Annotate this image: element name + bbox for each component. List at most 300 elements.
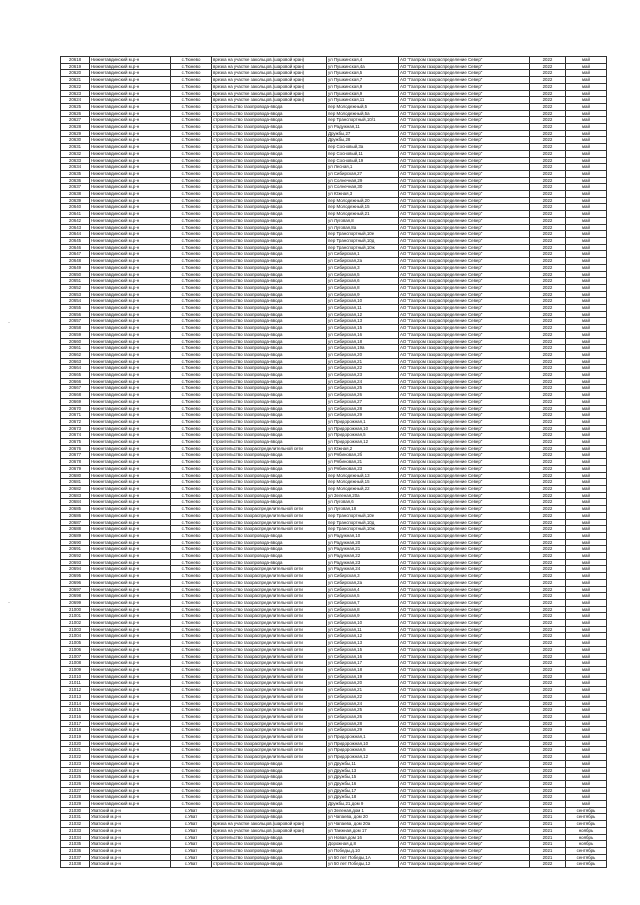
row-number-cell: 20625 — [61, 103, 90, 110]
settlement-cell: с.Тюнево — [171, 519, 212, 526]
work-type-cell: строительство газораспределительной сети — [212, 747, 327, 754]
table-row — [61, 137, 607, 144]
table-row — [61, 774, 607, 781]
row-number-cell: 21026 — [61, 780, 90, 787]
month-cell: май — [566, 660, 607, 667]
contractor-cell: АО "Газпром газораспределение Север" — [399, 358, 530, 365]
district-cell: Нижнетавдинский м.р-н — [90, 740, 171, 747]
district-cell: Нижнетавдинский м.р-н — [90, 506, 171, 513]
month-cell: май — [566, 405, 607, 412]
settlement-cell: с.Тюнево — [171, 237, 212, 244]
table-row — [61, 77, 607, 84]
contractor-cell: АО "Газпром газораспределение Север" — [399, 854, 530, 861]
table-row — [61, 499, 607, 506]
contractor-cell: АО "Газпром газораспределение Север" — [399, 734, 530, 741]
month-cell: май — [566, 392, 607, 399]
district-cell: Нижнетавдинский м.р-н — [90, 747, 171, 754]
row-number-cell: 21032 — [61, 821, 90, 828]
address-cell: ул Дружбы,16 — [327, 780, 399, 787]
table-row — [61, 305, 607, 312]
contractor-cell: АО "Газпром газораспределение Север" — [399, 170, 530, 177]
table-row — [61, 177, 607, 184]
address-cell: ул Сибирская,21 — [327, 358, 399, 365]
settlement-cell: с.Тюнево — [171, 97, 212, 104]
contractor-cell: АО "Газпром газораспределение Север" — [399, 90, 530, 97]
year-cell: 2022 — [530, 338, 566, 345]
year-cell: 2022 — [530, 499, 566, 506]
row-number-cell: 20676 — [61, 445, 90, 452]
table-row — [61, 646, 607, 653]
address-cell: ул Сибирская,10 — [327, 298, 399, 305]
settlement-cell: с.Тюнево — [171, 311, 212, 318]
settlement-cell: с.Тюнево — [171, 110, 212, 117]
row-number-cell: 21038 — [61, 861, 90, 868]
address-cell: ул Дружбы,11 — [327, 760, 399, 767]
month-cell: май — [566, 425, 607, 432]
row-number-cell: 21000 — [61, 606, 90, 613]
settlement-cell: с.Тюнево — [171, 418, 212, 425]
address-cell: ул Сибирская,18 — [327, 338, 399, 345]
work-type-cell: строительство газораспределительной сети — [212, 519, 327, 526]
work-type-cell: строительство газораспределительной сети — [212, 707, 327, 714]
settlement-cell: с.Тюнево — [171, 144, 212, 151]
table-row — [61, 640, 607, 647]
district-cell: Нижнетавдинский м.р-н — [90, 660, 171, 667]
settlement-cell: с.Тюнево — [171, 150, 212, 157]
settlement-cell: с.Тюнево — [171, 57, 212, 64]
settlement-cell: с.Тюнево — [171, 539, 212, 546]
district-cell: Нижнетавдинский м.р-н — [90, 130, 171, 137]
settlement-cell: с.Тюнево — [171, 137, 212, 144]
work-type-cell: строительство газопровода-ввода — [212, 539, 327, 546]
row-number-cell: 21010 — [61, 673, 90, 680]
table-row — [61, 720, 607, 727]
work-type-cell: строительство газопровода-ввода — [212, 760, 327, 767]
year-cell: 2022 — [530, 117, 566, 124]
contractor-cell: АО "Газпром газораспределение Север" — [399, 305, 530, 312]
settlement-cell: с.Тюнево — [171, 680, 212, 687]
address-cell: ул Таежная,дом 17 — [327, 827, 399, 834]
row-number-cell: 20664 — [61, 365, 90, 372]
settlement-cell: с.Тюнево — [171, 412, 212, 419]
table-row — [61, 63, 607, 70]
row-number-cell: 20655 — [61, 305, 90, 312]
address-cell: ул Сибирская,25 — [327, 707, 399, 714]
work-type-cell: строительство газораспределительной сети — [212, 593, 327, 600]
work-type-cell: строительство газораспределительной сети — [212, 680, 327, 687]
address-cell: ул Пушкинская,4а — [327, 63, 399, 70]
address-cell: Дорожная,д.8 — [327, 841, 399, 848]
work-type-cell: строительство газопровода-ввода — [212, 465, 327, 472]
address-cell: ул Сибирская,19 — [327, 673, 399, 680]
district-cell: Нижнетавдинский м.р-н — [90, 760, 171, 767]
month-cell: май — [566, 351, 607, 358]
row-number-cell: 20679 — [61, 465, 90, 472]
address-cell: пер Сосновый,3а — [327, 144, 399, 151]
contractor-cell: АО "Газпром газораспределение Север" — [399, 847, 530, 854]
settlement-cell: с.Тюнево — [171, 291, 212, 298]
table-row — [61, 124, 607, 131]
row-number-cell: 21025 — [61, 774, 90, 781]
work-type-cell: строительство газопровода-ввода — [212, 278, 327, 285]
contractor-cell: АО "Газпром газораспределение Север" — [399, 385, 530, 392]
row-number-cell: 20674 — [61, 432, 90, 439]
address-cell: ул Солнечная,30 — [327, 184, 399, 191]
contractor-cell: АО "Газпром газораспределение Север" — [399, 620, 530, 627]
district-cell: Нижнетавдинский м.р-н — [90, 767, 171, 774]
month-cell: май — [566, 251, 607, 258]
contractor-cell: АО "Газпром газораспределение Север" — [399, 586, 530, 593]
work-type-cell: строительство газопровода-ввода — [212, 834, 327, 841]
year-cell: 2022 — [530, 157, 566, 164]
address-cell: Дружбы,21,дом 9 — [327, 801, 399, 808]
settlement-cell: с.Тюнево — [171, 693, 212, 700]
address-cell: ул 50 лет Победы,12 — [327, 861, 399, 868]
year-cell: 2022 — [530, 412, 566, 419]
table-row — [61, 553, 607, 560]
district-cell: Нижнетавдинский м.р-н — [90, 553, 171, 560]
work-type-cell: строительство газопровода-ввода — [212, 224, 327, 231]
month-cell: май — [566, 197, 607, 204]
row-number-cell: 20622 — [61, 83, 90, 90]
address-cell: ул Пушкинская,9 — [327, 90, 399, 97]
table-row — [61, 170, 607, 177]
work-type-cell: строительство газопровода-ввода — [212, 211, 327, 218]
table-row — [61, 807, 607, 814]
row-number-cell: 20646 — [61, 244, 90, 251]
row-number-cell: 20685 — [61, 506, 90, 513]
work-type-cell: врезка на участке закольцов.(шаровой кран) — [212, 77, 327, 84]
year-cell: 2022 — [530, 378, 566, 385]
address-cell: ул Пушкинская,5 — [327, 70, 399, 77]
district-cell: Нижнетавдинский м.р-н — [90, 559, 171, 566]
row-number-cell: 20639 — [61, 197, 90, 204]
row-number-cell: 20654 — [61, 298, 90, 305]
table-row — [61, 224, 607, 231]
settlement-cell: с.Тюнево — [171, 506, 212, 513]
contractor-cell: АО "Газпром газораспределение Север" — [399, 278, 530, 285]
district-cell: Нижнетавдинский м.р-н — [90, 57, 171, 64]
year-cell: 2021 — [530, 821, 566, 828]
row-number-cell: 20681 — [61, 479, 90, 486]
row-number-cell: 20678 — [61, 459, 90, 466]
year-cell: 2022 — [530, 244, 566, 251]
address-cell: пер Транспортный,10е — [327, 231, 399, 238]
address-cell: ул Придорожная,12 — [327, 439, 399, 446]
year-cell: 2022 — [530, 506, 566, 513]
address-cell: ул Сибирская,3 — [327, 264, 399, 271]
address-cell: ул Пушкинская,11 — [327, 97, 399, 104]
district-cell: Нижнетавдинский м.р-н — [90, 418, 171, 425]
table-row — [61, 452, 607, 459]
settlement-cell: с.Тюнево — [171, 432, 212, 439]
district-cell: Нижнетавдинский м.р-н — [90, 144, 171, 151]
address-cell: ул Сибирская,17 — [327, 660, 399, 667]
row-number-cell: 20626 — [61, 110, 90, 117]
work-type-cell: врезка на участке закольцов.(шаровой кран) — [212, 70, 327, 77]
month-cell: сентябрь — [566, 854, 607, 861]
contractor-cell: АО "Газпром газораспределение Север" — [399, 231, 530, 238]
year-cell: 2022 — [530, 204, 566, 211]
work-type-cell: строительство газопровода-ввода — [212, 378, 327, 385]
district-cell: Нижнетавдинский м.р-н — [90, 794, 171, 801]
address-cell: ул Рябиновая,21 — [327, 459, 399, 466]
district-cell: Нижнетавдинский м.р-н — [90, 599, 171, 606]
month-cell: май — [566, 338, 607, 345]
address-cell: ул Придорожная,5 — [327, 432, 399, 439]
month-cell: май — [566, 231, 607, 238]
address-cell: ул Сибирская,21 — [327, 687, 399, 694]
address-cell: ул Сибирская,16 — [327, 653, 399, 660]
month-cell: май — [566, 278, 607, 285]
row-number-cell: 21029 — [61, 801, 90, 808]
contractor-cell: АО "Газпром газораспределение Север" — [399, 780, 530, 787]
month-cell: май — [566, 774, 607, 781]
district-cell: Уватский м.р-н — [90, 821, 171, 828]
address-cell: ул Сибирская,5 — [327, 593, 399, 600]
district-cell: Нижнетавдинский м.р-н — [90, 626, 171, 633]
work-type-cell: врезка на участке закольцов.(шаровой кран) — [212, 63, 327, 70]
contractor-cell: АО "Газпром газораспределение Север" — [399, 351, 530, 358]
month-cell: май — [566, 512, 607, 519]
year-cell: 2022 — [530, 673, 566, 680]
work-type-cell: строительство газораспределительной сети — [212, 512, 327, 519]
district-cell: Уватский м.р-н — [90, 807, 171, 814]
month-cell: май — [566, 606, 607, 613]
settlement-cell: с.Тюнево — [171, 258, 212, 265]
settlement-cell: с.Тюнево — [171, 405, 212, 412]
table-row — [61, 110, 607, 117]
month-cell: май — [566, 653, 607, 660]
district-cell: Нижнетавдинский м.р-н — [90, 211, 171, 218]
settlement-cell: с.Тюнево — [171, 740, 212, 747]
contractor-cell: АО "Газпром газораспределение Север" — [399, 794, 530, 801]
district-cell: Нижнетавдинский м.р-н — [90, 640, 171, 647]
table-row — [61, 144, 607, 151]
month-cell: май — [566, 298, 607, 305]
work-type-cell: строительство газопровода-ввода — [212, 351, 327, 358]
settlement-cell: с.Тюнево — [171, 284, 212, 291]
row-number-cell: 20635 — [61, 170, 90, 177]
address-cell: ул Сибирская,9 — [327, 291, 399, 298]
address-cell: ул Сибирская,15 — [327, 325, 399, 332]
address-cell: ул Солнечная,29 — [327, 177, 399, 184]
year-cell: 2022 — [530, 365, 566, 372]
address-cell: ул Рябиновая,23 — [327, 465, 399, 472]
row-number-cell: 20637 — [61, 184, 90, 191]
district-cell: Нижнетавдинский м.р-н — [90, 606, 171, 613]
year-cell: 2022 — [530, 526, 566, 533]
settlement-cell: с.Тюнево — [171, 103, 212, 110]
work-type-cell: строительство газопровода-ввода — [212, 110, 327, 117]
month-cell: май — [566, 345, 607, 352]
address-cell: ул Сибирская,26 — [327, 713, 399, 720]
work-type-cell: строительство газопровода-ввода — [212, 452, 327, 459]
contractor-cell: АО "Газпром газораспределение Север" — [399, 680, 530, 687]
month-cell: май — [566, 130, 607, 137]
row-number-cell: 20671 — [61, 412, 90, 419]
contractor-cell: АО "Газпром газораспределение Север" — [399, 747, 530, 754]
work-type-cell: строительство газопровода-ввода — [212, 412, 327, 419]
contractor-cell: АО "Газпром газораспределение Север" — [399, 546, 530, 553]
address-cell: ул Сибирская,28 — [327, 720, 399, 727]
contractor-cell: АО "Газпром газораспределение Север" — [399, 787, 530, 794]
contractor-cell: АО "Газпром газораспределение Север" — [399, 372, 530, 379]
district-cell: Нижнетавдинский м.р-н — [90, 77, 171, 84]
table-row — [61, 754, 607, 761]
settlement-cell: с.Тюнево — [171, 760, 212, 767]
year-cell: 2022 — [530, 57, 566, 64]
district-cell: Уватский м.р-н — [90, 854, 171, 861]
month-cell: май — [566, 110, 607, 117]
contractor-cell: АО "Газпром газораспределение Север" — [399, 754, 530, 761]
row-number-cell: 21005 — [61, 640, 90, 647]
address-cell: ул Сибирская,24 — [327, 700, 399, 707]
district-cell: Нижнетавдинский м.р-н — [90, 318, 171, 325]
district-cell: Нижнетавдинский м.р-н — [90, 532, 171, 539]
address-cell: ул Пушкинская,4 — [327, 57, 399, 64]
month-cell: май — [566, 184, 607, 191]
contractor-cell: АО "Газпром газораспределение Север" — [399, 291, 530, 298]
table-row — [61, 472, 607, 479]
contractor-cell: АО "Газпром газораспределение Север" — [399, 774, 530, 781]
year-cell: 2022 — [530, 760, 566, 767]
year-cell: 2022 — [530, 325, 566, 332]
address-cell: ул Сибирская,26 — [327, 392, 399, 399]
row-number-cell: 21016 — [61, 713, 90, 720]
year-cell: 2022 — [530, 392, 566, 399]
month-cell: май — [566, 284, 607, 291]
month-cell: май — [566, 532, 607, 539]
settlement-cell: с.Тюнево — [171, 130, 212, 137]
contractor-cell: АО "Газпром газораспределение Север" — [399, 827, 530, 834]
work-type-cell: строительство газопровода-ввода — [212, 164, 327, 171]
year-cell: 2022 — [530, 97, 566, 104]
contractor-cell: АО "Газпром газораспределение Север" — [399, 727, 530, 734]
settlement-cell: с.Тюнево — [171, 499, 212, 506]
settlement-cell: с.Тюнево — [171, 170, 212, 177]
work-type-cell: строительство газопровода-ввода — [212, 492, 327, 499]
row-number-cell: 20688 — [61, 526, 90, 533]
year-cell: 2022 — [530, 573, 566, 580]
month-cell: май — [566, 378, 607, 385]
month-cell: май — [566, 506, 607, 513]
district-cell: Нижнетавдинский м.р-н — [90, 566, 171, 573]
settlement-cell: с.Тюнево — [171, 512, 212, 519]
work-type-cell: строительство газопровода-ввода — [212, 204, 327, 211]
contractor-cell: АО "Газпром газораспределение Север" — [399, 271, 530, 278]
district-cell: Нижнетавдинский м.р-н — [90, 801, 171, 808]
table-row — [61, 164, 607, 171]
district-cell: Нижнетавдинский м.р-н — [90, 405, 171, 412]
month-cell: май — [566, 191, 607, 198]
month-cell: май — [566, 794, 607, 801]
contractor-cell: АО "Газпром газораспределение Север" — [399, 720, 530, 727]
district-cell: Нижнетавдинский м.р-н — [90, 734, 171, 741]
work-type-cell: строительство газопровода-ввода — [212, 150, 327, 157]
district-cell: Уватский м.р-н — [90, 827, 171, 834]
contractor-cell: АО "Газпром газораспределение Север" — [399, 465, 530, 472]
table-row — [61, 740, 607, 747]
settlement-cell: с.Уват — [171, 821, 212, 828]
address-cell: пер Молодежный,21 — [327, 211, 399, 218]
row-number-cell: 20657 — [61, 318, 90, 325]
district-cell: Нижнетавдинский м.р-н — [90, 693, 171, 700]
month-cell: май — [566, 258, 607, 265]
month-cell: май — [566, 144, 607, 151]
district-cell: Нижнетавдинский м.р-н — [90, 150, 171, 157]
settlement-cell: с.Тюнево — [171, 63, 212, 70]
settlement-cell: с.Тюнево — [171, 318, 212, 325]
year-cell: 2022 — [530, 559, 566, 566]
address-cell: ул Сибирская,19а — [327, 345, 399, 352]
settlement-cell: с.Уват — [171, 847, 212, 854]
settlement-cell: с.Тюнево — [171, 626, 212, 633]
settlement-cell: с.Тюнево — [171, 425, 212, 432]
table-row — [61, 103, 607, 110]
row-number-cell: 21012 — [61, 687, 90, 694]
contractor-cell: АО "Газпром газораспределение Север" — [399, 83, 530, 90]
year-cell: 2022 — [530, 177, 566, 184]
district-cell: Нижнетавдинский м.р-н — [90, 492, 171, 499]
month-cell: май — [566, 566, 607, 573]
table-row — [61, 747, 607, 754]
contractor-cell: АО "Газпром газораспределение Север" — [399, 506, 530, 513]
row-number-cell: 20649 — [61, 264, 90, 271]
year-cell: 2022 — [530, 666, 566, 673]
work-type-cell: строительство газопровода-ввода — [212, 841, 327, 848]
district-cell: Нижнетавдинский м.р-н — [90, 298, 171, 305]
settlement-cell: с.Тюнево — [171, 747, 212, 754]
row-number-cell: 20692 — [61, 553, 90, 560]
contractor-cell: АО "Газпром газораспределение Север" — [399, 687, 530, 694]
table-row — [61, 311, 607, 318]
contractor-cell: АО "Газпром газораспределение Север" — [399, 834, 530, 841]
address-cell: ул Придорожная,10 — [327, 740, 399, 747]
row-number-cell: 21003 — [61, 626, 90, 633]
month-cell: май — [566, 787, 607, 794]
settlement-cell: с.Тюнево — [171, 271, 212, 278]
contractor-cell: АО "Газпром газораспределение Север" — [399, 184, 530, 191]
address-cell: ул Новая,дом 16 — [327, 834, 399, 841]
row-number-cell: 20663 — [61, 358, 90, 365]
year-cell: 2022 — [530, 459, 566, 466]
contractor-cell: АО "Газпром газораспределение Север" — [399, 841, 530, 848]
year-cell: 2022 — [530, 425, 566, 432]
row-number-cell: 21009 — [61, 666, 90, 673]
table-row — [61, 479, 607, 486]
address-cell: ул Сибирская,20 — [327, 680, 399, 687]
table-row — [61, 566, 607, 573]
row-number-cell: 20651 — [61, 278, 90, 285]
month-cell: сентябрь — [566, 807, 607, 814]
settlement-cell: с.Тюнево — [171, 204, 212, 211]
address-cell: ул Сибирская,12 — [327, 633, 399, 640]
work-type-cell: строительство газопровода-ввода — [212, 251, 327, 258]
table-row — [61, 680, 607, 687]
settlement-cell: с.Тюнево — [171, 338, 212, 345]
table-row — [61, 278, 607, 285]
row-number-cell: 20687 — [61, 519, 90, 526]
district-cell: Нижнетавдинский м.р-н — [90, 780, 171, 787]
table-row — [61, 613, 607, 620]
table-row — [61, 378, 607, 385]
contractor-cell: АО "Газпром газораспределение Север" — [399, 673, 530, 680]
row-number-cell: 21021 — [61, 747, 90, 754]
district-cell: Нижнетавдинский м.р-н — [90, 392, 171, 399]
district-cell: Нижнетавдинский м.р-н — [90, 291, 171, 298]
district-cell: Нижнетавдинский м.р-н — [90, 707, 171, 714]
